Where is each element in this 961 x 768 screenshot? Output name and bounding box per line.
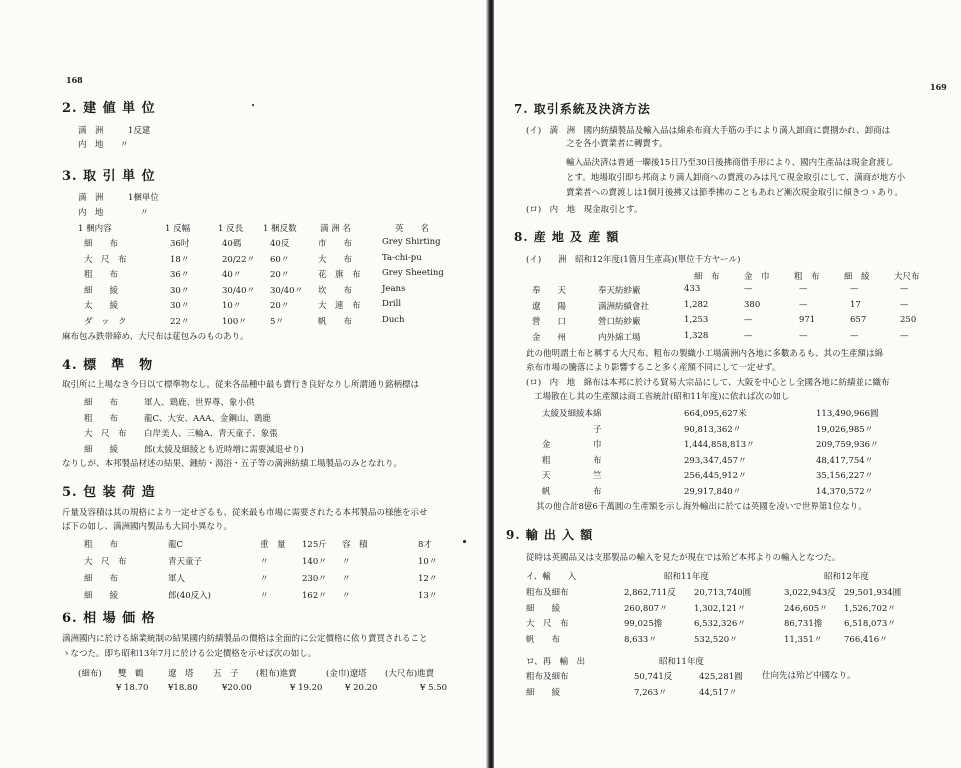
table-cell: —: [850, 330, 859, 341]
table-cell: 30/40〃: [222, 285, 255, 296]
table-cell: 100〃: [222, 316, 247, 327]
s8-col-head: 金 巾: [744, 272, 770, 282]
table-cell: Drill: [382, 299, 402, 309]
table-cell: 30/40〃: [270, 285, 303, 296]
table-cell: 細 綾: [526, 603, 561, 614]
s8-sub-b1: (ロ) 内 地 綿布は本邦に於ける貿易大宗品にして、大阪を中心とし全國各地に紡績並に織布: [526, 378, 890, 388]
s8-col-head: 細 布: [694, 272, 720, 282]
table-cell: 20/22〃: [222, 254, 255, 265]
table-cell: 大 連 布: [318, 301, 361, 311]
table-cell: 帆 布: [526, 634, 561, 645]
table-cell: 13〃: [418, 591, 438, 601]
s8-note1: 此の他明謂土布と稱する大尺布、粗布の製織小工場満洲内各地に多數あるも、其の生產額は綿: [526, 349, 884, 359]
s9-year2: 昭和12年度: [824, 572, 869, 582]
section-8-title: 8. 産 地 及 産 額: [514, 230, 620, 244]
table-row: [494, 633, 961, 646]
table-cell: —: [744, 284, 753, 294]
s7-line: 輸入品決済は普通一聯後15日乃至30日後拂商借手形により、國内生產品は現金倉渡し: [566, 158, 894, 168]
table-cell: 256,445,912〃: [684, 471, 747, 481]
th-manchu-name: 満 洲 名: [320, 224, 351, 234]
price-label: 五 子: [213, 669, 239, 679]
table-cell: 20〃: [270, 301, 290, 311]
table-cell: 金 州: [532, 332, 567, 343]
table-row: [494, 454, 961, 467]
table-cell: 140〃: [302, 557, 327, 567]
table-cell: 市 布: [318, 239, 353, 249]
table-row: [494, 407, 961, 420]
table-row: [494, 469, 961, 482]
s9-reexport-note: 仕向先は殆ど中國なり。: [762, 671, 856, 681]
table-cell: 425,281圓: [699, 672, 743, 682]
table-cell: 433: [684, 284, 701, 294]
table-cell: 重 量: [260, 540, 286, 550]
table-cell: 29,501,934圓: [844, 588, 902, 598]
s7-line: 之を各小賣業者に轉賣す。: [566, 139, 668, 149]
table-cell: 48,417,754〃: [816, 455, 874, 466]
table-cell: 40碼: [222, 239, 242, 249]
table-cell: 90,813,362〃: [684, 424, 742, 435]
s4-intro: 取引所に上場なき今日以て標準物なし。従来各品種中最も賣行き良好なりし所謂通り銘柄標は: [62, 380, 420, 390]
table-row: [0, 284, 488, 297]
table-cell: 19,026,985〃: [816, 424, 874, 435]
list-cell: 白岸美人、三輪A、青天童子、象張: [144, 429, 278, 439]
table-cell: —: [799, 299, 808, 310]
table-cell: 粗 布: [84, 270, 119, 280]
table-cell: 10〃: [222, 301, 242, 311]
s2-row: [0, 138, 488, 151]
table-cell: 246,605〃: [784, 603, 828, 614]
list-cell: 郎(太綾及細綾とも近時増に需要減退せり): [144, 444, 304, 455]
table-cell: 36吋: [170, 239, 190, 249]
table-row: [494, 670, 961, 683]
price-label: 遼 塔: [168, 669, 194, 679]
table-cell: 大 尺 布: [526, 619, 569, 629]
s8-header: [494, 270, 961, 283]
table-cell: 子: [542, 424, 602, 435]
table-row: [494, 617, 961, 630]
s5-para1: 斤量及容積は其の規格により一定せざるも、従来最も市場に需要されたる本邦製品の様態を示せ: [62, 508, 428, 518]
section-5-title: 5. 包 装 荷 造: [62, 485, 156, 500]
price-value: ¥ 19.20: [290, 683, 323, 693]
table-cell: 太綾及細綾本綿: [542, 409, 602, 419]
s7-line: とす。地場取引即ち邦商より満人卸商への賣渡のみは凡て現金取引にして、満商が地方小: [566, 173, 906, 183]
table-cell: 〃: [260, 574, 269, 584]
s6-prices: [0, 683, 488, 696]
table-cell: 細 布: [84, 239, 119, 249]
table-cell: 粗 布: [84, 540, 119, 550]
s3-label: 満 洲: [78, 193, 104, 203]
table-row: [494, 331, 961, 344]
table-cell: 971: [799, 315, 816, 325]
s8-col-head: 大尺布: [894, 272, 920, 282]
table-cell: 粗 布: [542, 455, 602, 466]
table-cell: 60〃: [270, 254, 290, 265]
table-cell: —: [799, 330, 808, 341]
table-cell: —: [900, 284, 909, 294]
s3-row: [0, 206, 488, 219]
price-value: ¥ 5.50: [420, 683, 448, 693]
table-row: [494, 284, 961, 297]
price-value: ¥20.00: [222, 683, 252, 693]
table-row: [494, 586, 961, 599]
table-cell: 龍C: [168, 540, 184, 550]
speck: [252, 104, 254, 106]
table-row: [0, 253, 488, 266]
table-cell: 細 布: [84, 574, 119, 584]
table-cell: 粗布及細布: [526, 588, 569, 598]
table-cell: 35,156,227〃: [816, 471, 874, 481]
s2-label: 内 地: [78, 140, 104, 150]
price-label: (金巾)遼塔: [326, 669, 367, 679]
list-item: [0, 443, 488, 456]
table-row: [0, 237, 488, 250]
table-cell: 軍人: [168, 574, 186, 584]
table-cell: 内外綿工場: [598, 332, 641, 343]
table-cell: 〃: [260, 557, 269, 567]
table-cell: 〃: [342, 557, 351, 567]
s9-reexport-label: ロ、再 輸 出: [526, 657, 586, 667]
price-label: (大尺布)進賣: [385, 669, 435, 679]
table-cell: 〃: [260, 591, 269, 601]
table-cell: 18〃: [170, 254, 190, 265]
price-label: (細布): [78, 669, 102, 679]
page-number-right: 169: [930, 82, 947, 92]
table-cell: Jeans: [382, 283, 406, 294]
s3-label: 内 地: [78, 208, 104, 218]
table-cell: 40〃: [222, 270, 242, 280]
s9-year1: 昭和11年度: [664, 572, 709, 582]
s4-note: なりしが、本邦製品材述の結果、鍾紡・湯浴・五子等の満洲紡績工場製品のみとなれり。: [62, 459, 403, 469]
s3-row: [0, 191, 488, 204]
table-cell: 36〃: [170, 270, 190, 280]
table-cell: 260,807〃: [624, 603, 668, 614]
table-row: [494, 315, 961, 328]
s9-import-header: [494, 570, 961, 583]
table-cell: 1,302,121〃: [694, 603, 746, 614]
table-cell: 17: [850, 299, 861, 310]
table-row: [494, 485, 961, 498]
price-label: 雙 鶴: [118, 669, 144, 679]
list-item: [0, 396, 488, 409]
table-cell: 容 積: [342, 540, 368, 550]
table-cell: 郎(40反入): [168, 591, 211, 601]
table-cell: 125斤: [302, 540, 327, 550]
table-cell: 209,759,936〃: [816, 440, 879, 450]
s6-para2: ゝなつた。即ち昭和13年7月に於ける公定價格を示せば次の如し。: [62, 649, 317, 659]
table-cell: 2,862,711反: [624, 588, 676, 598]
price-label: (粗布)進賣: [256, 669, 297, 679]
table-cell: 99,025擔: [624, 619, 663, 629]
s8-note2: 糸布市場の騰落により影響すること多く産額不同にして一定せず。: [526, 363, 781, 373]
section-7-title: 7. 取引系統及決済方法: [514, 102, 651, 116]
table-cell: 10〃: [418, 557, 438, 567]
section-3-title: 3. 取 引 単 位: [62, 169, 156, 184]
table-cell: —: [744, 330, 753, 341]
table-cell: ダ ッ ク: [84, 316, 127, 327]
table-cell: 金 巾: [542, 440, 602, 450]
s6-para1: 満洲國内に於ける綿業統制の結果國内紡績製品の價格は全面的に公定價格に依り賣買されること: [62, 634, 428, 644]
s7-line: (ロ) 内 地 現金取引とす。: [526, 205, 643, 215]
th-english-name: 英 名: [395, 224, 430, 234]
table-cell: 7,263〃: [634, 687, 667, 698]
table-cell: 〃: [342, 591, 351, 601]
s7-line: (イ) 満 洲 國内紡績製品及輸入品は綿糸布商大手筋の手により満人卸商に賣捌かれ、卸商は: [526, 126, 891, 136]
table-cell: 坎 布: [318, 285, 353, 296]
table-cell: 營 口: [532, 317, 567, 327]
table-cell: 1,526,702〃: [844, 603, 896, 614]
list-cell: 龍C、大安、AAA、金鋼山、鶏鹿: [144, 413, 271, 424]
section-2-title: 2. 建 値 単 位: [62, 101, 156, 116]
s2-value: 1反建: [128, 126, 151, 136]
table-cell: 1,328: [684, 330, 709, 341]
price-value: ¥18.80: [168, 683, 198, 693]
th-content: 1 梱内容: [78, 224, 112, 234]
table-cell: 20〃: [270, 270, 290, 280]
table-cell: 大 尺 布: [84, 254, 127, 265]
table-cell: 1,282: [684, 299, 709, 310]
table-row: [0, 555, 488, 568]
s3-table-header: [0, 222, 488, 235]
list-cell: 軍人、鶏鹿、世界尊、象小供: [144, 398, 255, 408]
table-cell: Ta-chi-pu: [382, 252, 422, 263]
table-row: [494, 300, 961, 313]
table-cell: 29,917,840〃: [684, 486, 742, 497]
s9-intro: 従時は英國品又は支那製品の輸入を見たが現在では殆ど本邦よりの輸入となつた。: [526, 553, 841, 563]
table-cell: 營口紡紗廠: [598, 317, 641, 327]
table-row: [494, 686, 961, 699]
s6-price-labels: [0, 667, 488, 680]
table-cell: 11,351〃: [784, 634, 823, 645]
table-row: [0, 589, 488, 602]
table-cell: 6,532,326〃: [694, 619, 746, 629]
table-cell: 8,633〃: [624, 634, 657, 645]
table-cell: 664,095,627米: [684, 409, 747, 419]
table-cell: 天 竺: [542, 471, 602, 481]
section-6-title: 6. 相 場 価 格: [62, 611, 156, 626]
table-row: [494, 602, 961, 615]
table-row: [0, 538, 488, 551]
table-cell: 太 綾: [84, 301, 119, 311]
table-cell: 14,370,572〃: [816, 486, 874, 497]
table-cell: 40反: [270, 239, 290, 249]
table-cell: —: [900, 330, 909, 341]
table-cell: 帆 布: [542, 486, 602, 497]
list-item: [0, 412, 488, 425]
s2-value: 〃: [120, 140, 129, 150]
page-number-left: 168: [66, 75, 83, 85]
table-cell: 293,347,457〃: [684, 455, 747, 466]
table-cell: 86,731擔: [784, 619, 823, 629]
table-cell: 766,416〃: [844, 634, 888, 645]
table-cell: 1,253: [684, 315, 709, 325]
table-cell: 3,022,943反: [784, 588, 836, 598]
table-cell: Grey Shirting: [382, 237, 441, 247]
table-cell: —: [850, 284, 859, 294]
table-row: [0, 299, 488, 312]
s8-col-head: 粗 布: [794, 272, 820, 282]
s9-import-label: イ、輸 入: [526, 572, 577, 582]
table-cell: 30〃: [170, 301, 190, 311]
right-page: [494, 0, 961, 768]
th-length: 1 反長: [218, 224, 244, 234]
list-cell: 細 布: [84, 398, 119, 408]
s3-value: 〃: [140, 208, 149, 218]
table-cell: 657: [850, 315, 867, 325]
table-cell: 粗布及細布: [526, 672, 569, 682]
table-cell: 大 尺 布: [84, 557, 127, 567]
s3-value: 1梱単位: [128, 193, 159, 203]
s3-note: 麻布包み鉄帯締め、大尺布は莚包みのものあり。: [62, 332, 249, 342]
table-cell: 奉天紡紗廠: [598, 286, 641, 296]
table-cell: 162〃: [302, 591, 327, 601]
table-row: [0, 572, 488, 585]
section-4-title: 4. 標 準 物: [62, 358, 154, 373]
table-cell: —: [900, 299, 909, 310]
list-cell: 細 綾: [84, 444, 119, 455]
price-value: ¥ 20.20: [345, 683, 378, 693]
table-cell: 細 綾: [84, 285, 119, 296]
th-width: 1 反幅: [165, 224, 191, 234]
s2-row: [0, 124, 488, 137]
table-cell: 8才: [418, 540, 432, 550]
price-value: ¥ 18.70: [116, 683, 149, 693]
table-cell: 〃: [342, 574, 351, 584]
table-cell: 奉 天: [532, 286, 567, 296]
table-cell: Grey Sheeting: [382, 268, 444, 278]
table-cell: 細 綾: [84, 591, 119, 601]
table-row: [494, 423, 961, 436]
speck: [463, 540, 466, 543]
table-cell: 1,444,858,813〃: [684, 440, 755, 450]
list-cell: 大 尺 布: [84, 429, 127, 439]
list-cell: 粗 布: [84, 413, 119, 424]
table-cell: 22〃: [170, 316, 190, 327]
table-cell: 30〃: [170, 285, 190, 296]
table-cell: 青天童子: [168, 557, 203, 567]
table-cell: 12〃: [418, 574, 438, 584]
s5-para2: ば下の如し、満洲國内製品も大同小異なり。: [62, 522, 233, 532]
table-cell: 532,520〃: [694, 634, 738, 645]
s7-line: 賣業者への賣渡しは1個月後拂又は節季拂のこともあれど漸次現金取引に傾きつゝあり。: [566, 188, 903, 198]
s8-sub-b2: 工場散在し其の生產額は商工省統計(昭和11年度)に依れば次の如し: [534, 392, 790, 402]
table-cell: 380: [744, 299, 761, 310]
table-cell: 250: [900, 315, 917, 325]
s2-label: 満 洲: [78, 126, 104, 136]
table-cell: 満洲紡績會社: [598, 301, 650, 312]
table-cell: 花 旗 布: [318, 270, 361, 280]
s8-sub-a: (イ) 洲 昭和12年度(1箇月生產高)(單位千方ヤール): [526, 255, 741, 265]
table-cell: 50,741反: [634, 672, 673, 682]
s9-reexport-header: [494, 655, 961, 668]
table-cell: —: [799, 284, 808, 294]
table-row: [0, 315, 488, 328]
th-count: 1 梱反数: [263, 224, 297, 234]
table-cell: —: [744, 315, 753, 325]
s8-note3: 其の他合計8億6千萬圓の生產額を示し海外輸出に於ては英國を凌いで世界第1位なり。: [536, 502, 867, 512]
table-cell: 20,713,740圓: [694, 588, 752, 598]
s8-col-head: 細 綾: [844, 272, 870, 282]
table-cell: 大 布: [318, 254, 353, 265]
table-cell: 5〃: [270, 316, 284, 327]
s9-reexport-year: 昭和11年度: [659, 657, 704, 667]
table-cell: 細 綾: [526, 687, 561, 698]
section-9-title: 9. 輸 出 入 額: [506, 528, 594, 542]
table-cell: 113,490,966圓: [816, 409, 879, 419]
table-cell: 6,518,073〃: [844, 619, 896, 629]
table-cell: Duch: [382, 314, 405, 325]
table-cell: 44,517〃: [699, 687, 738, 698]
list-item: [0, 427, 488, 440]
table-row: [0, 268, 488, 281]
table-cell: 230〃: [302, 574, 327, 584]
table-row: [494, 438, 961, 451]
table-cell: 帆 布: [318, 316, 353, 327]
table-cell: 遼 陽: [532, 301, 567, 312]
